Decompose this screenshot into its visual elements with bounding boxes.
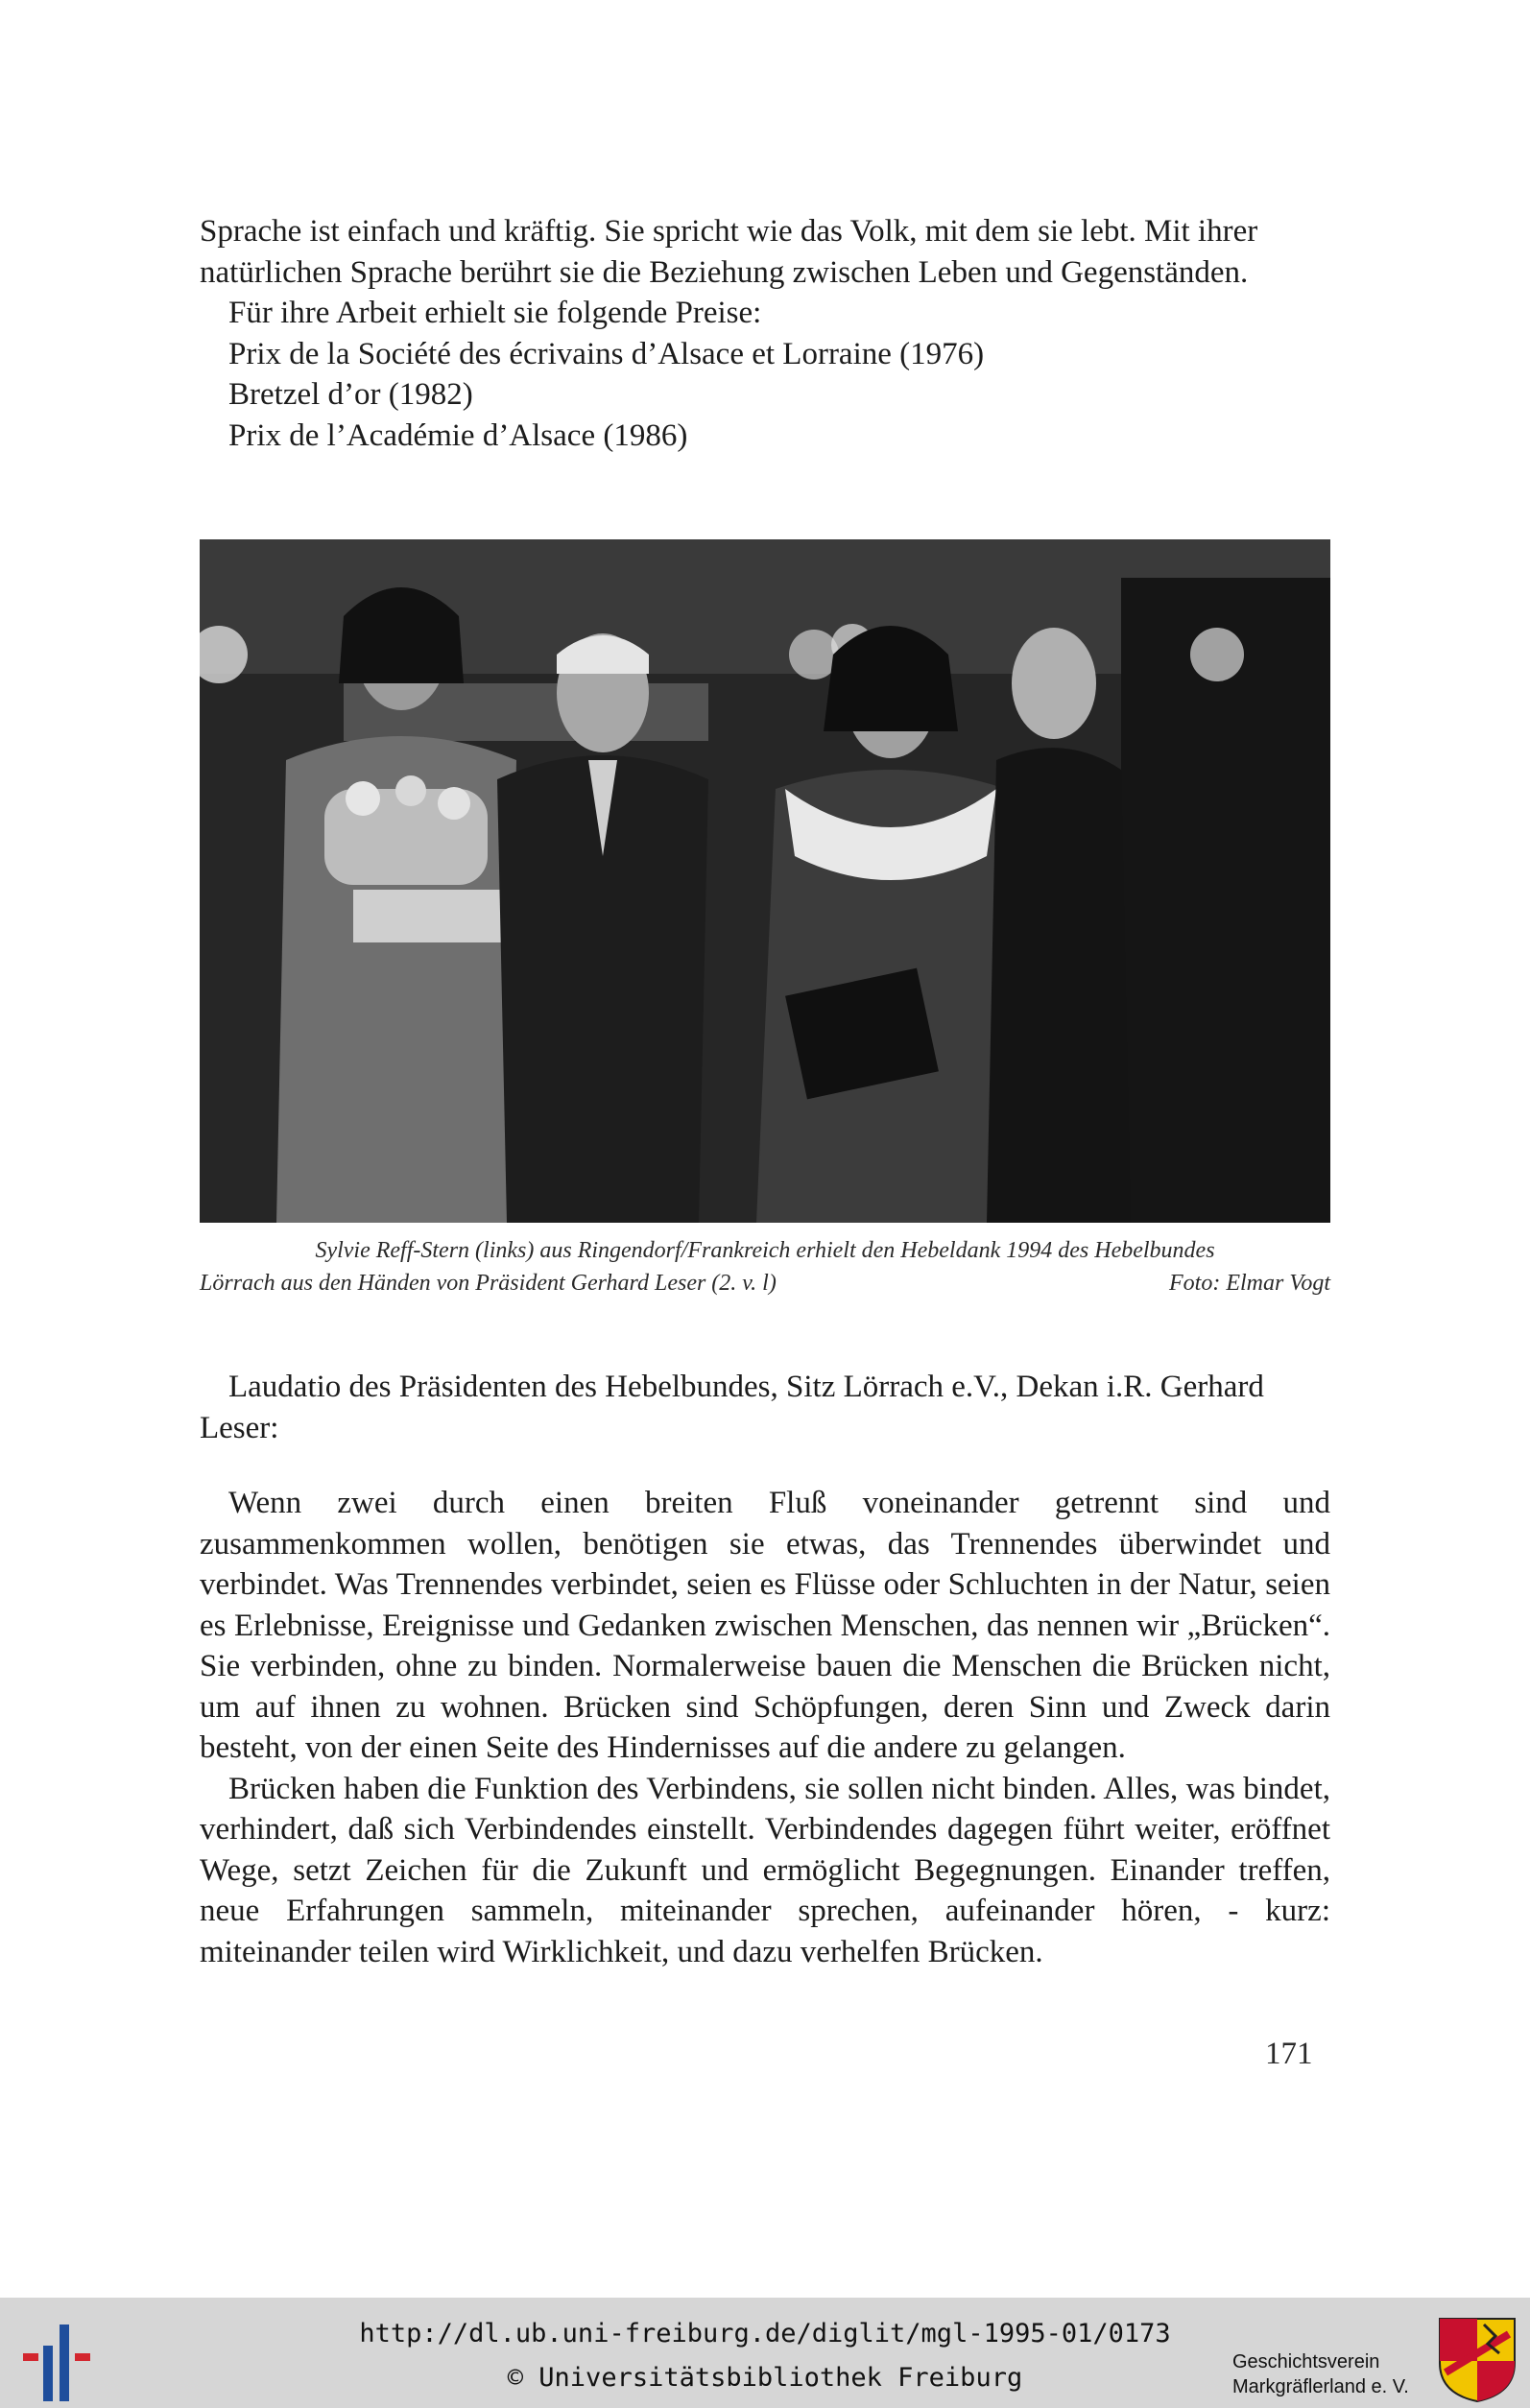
page-number: 171	[1265, 2037, 1313, 2071]
society-name	[1232, 2349, 1424, 2399]
laudatio-heading-line-1: Laudatio des Präsidenten des Hebelbundes, Sitz Lörrach e.V., Dekan i.R. Gerhard	[228, 1370, 1264, 1404]
caption-line-2	[200, 1267, 1330, 1299]
intro-section	[200, 211, 1330, 456]
laudatio-heading-line-2: Leser:	[200, 1410, 279, 1445]
caption-text: Lörrach aus den Händen von Präsident Gerhard Leser (2. v. l)	[200, 1271, 777, 1296]
laudatio-body	[200, 1483, 1330, 1972]
award-photo	[200, 539, 1330, 1223]
laudatio-paragraph-2: Brücken haben die Funktion des Verbindens, sie sollen nicht binden. Alles, was bindet, verhindert, daß sich Verbindendes einstellt. Verbindendes dagegen führt weiter, eröffnet Wege, setzt Zeichen für die Zukunft und ermöglicht Begegnungen. Einander treffen, neue Erfahrungen sammeln, miteinander sprechen, aufeinander hören, - kurz: miteinander teilen wird Wirklichkeit, und dazu verhelfen Brücken.	[200, 1771, 1330, 1969]
society-name-line-2: Markgräflerland e. V.	[1232, 2376, 1409, 2397]
photo-caption	[200, 1234, 1330, 1299]
intro-line-2: natürlichen Sprache berührt sie die Beziehung zwischen Leben und Gegenständen.	[200, 254, 1249, 290]
copyright-text: © Universitätsbibliothek Freiburg	[507, 2363, 1023, 2393]
viewer-footer-bar	[0, 2298, 1530, 2408]
photo-illustration	[200, 539, 1330, 1223]
laudatio-paragraph-1: Wenn zwei durch einen breiten Fluß voneinander getrennt sind und zusammenkommen wollen, benötigen sie etwas, das Trennendes überwindet und verbindet. Was Trennendes verbindet, seien es Flüsse oder Schluchten in der Natur, seien es Erlebnisse, Ereignisse und Gedanken zwischen Menschen, das nennen wir „Brücken“. Sie verbinden, ohne zu binden. Normalerweise bauen die Menschen die Brücken nicht, um auf ihnen zu wohnen. Brücken sind Schöpfungen, deren Sinn und Zweck darin besteht, von der einen Seite des Hindernisses auf die andere zu gelangen.	[200, 1486, 1330, 1765]
coat-of-arms-icon	[1436, 2315, 1518, 2403]
prize-item: Prix de l’Académie d’Alsace (1986)	[228, 417, 688, 453]
prize-item: Prix de la Société des écrivains d’Alsace et Lorraine (1976)	[228, 336, 985, 371]
caption-line-1: Sylvie Reff-Stern (links) aus Ringendorf/Frankreich erhielt den Hebeldank 1994 des Hebelbundes	[315, 1238, 1215, 1263]
society-name-line-1: Geschichtsverein	[1232, 2351, 1380, 2372]
prizes-heading: Für ihre Arbeit erhielt sie folgende Preise:	[228, 296, 762, 330]
photo-credit: Foto: Elmar Vogt	[1169, 1271, 1330, 1296]
intro-line-1: Sprache ist einfach und kräftig. Sie spricht wie das Volk, mit dem sie lebt. Mit ihrer	[200, 214, 1258, 249]
permalink-url[interactable]: http://dl.ub.uni-freiburg.de/diglit/mgl-1995-01/0173	[359, 2319, 1171, 2348]
laudatio-heading	[200, 1367, 1330, 1448]
prize-item: Bretzel d’or (1982)	[228, 377, 473, 412]
